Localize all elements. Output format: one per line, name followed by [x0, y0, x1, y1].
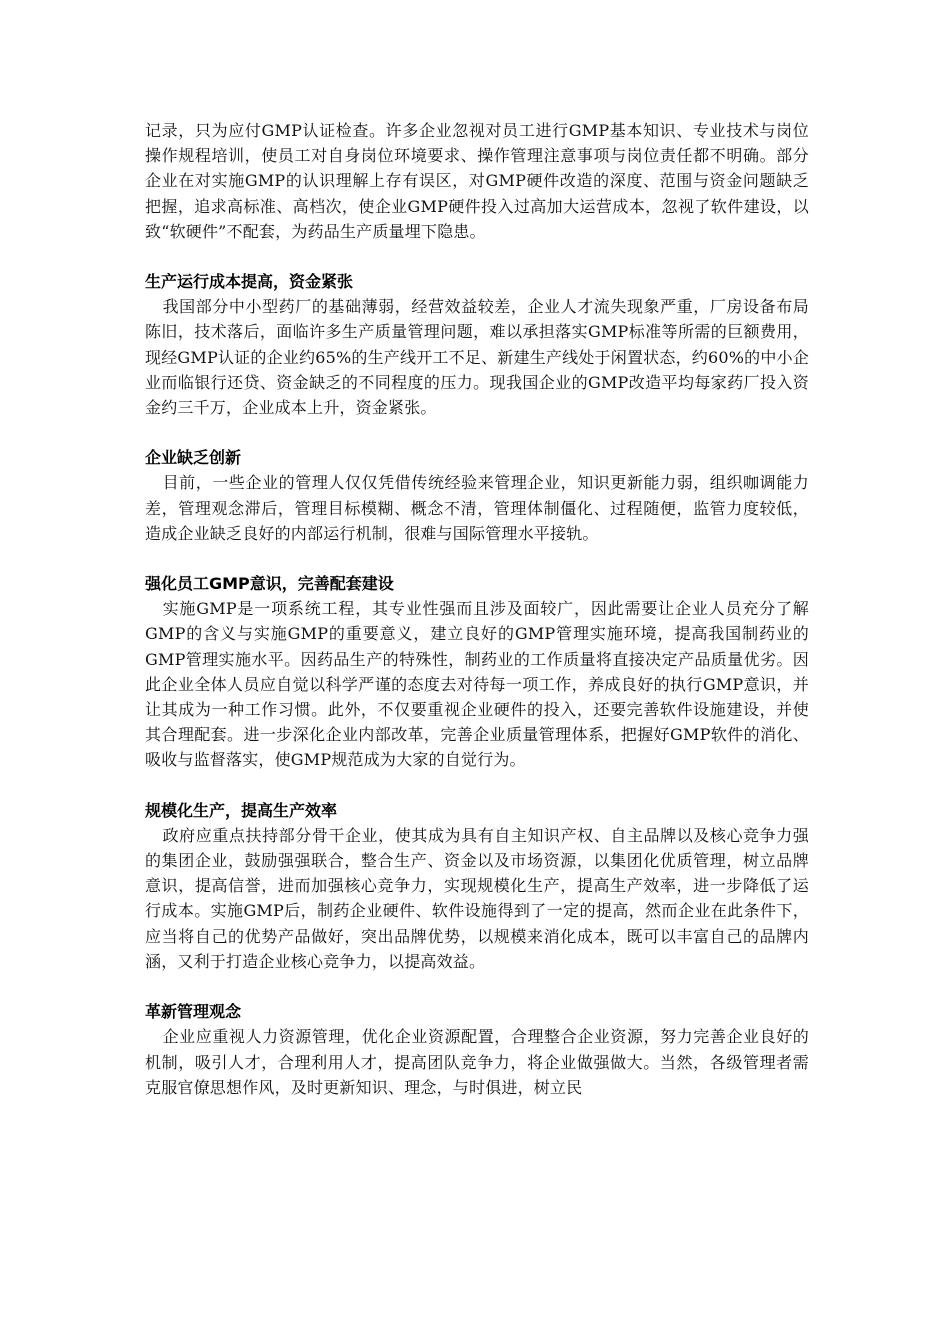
section-gap: [145, 974, 809, 999]
section-management-concepts: [145, 999, 809, 1100]
section-gap: [145, 773, 809, 798]
section-lack-innovation: [145, 445, 809, 546]
intro-paragraph: 记录，只为应付GMP认证检查。许多企业忽视对员工进行GMP基本知识、专业技术与岗位操作规程培训，使员工对自身岗位环境要求、操作管理注意事项与岗位责任都不明确。部分企业在对实施GMP的认识理解上存有误区，对GMP硬件改造的深度、范围与资金问题缺乏把握，追求高标准、高档次，使企业GMP硬件投入过高加大运营成本，忽视了软件建设，以致“软硬件”不配套，为药品生产质量埋下隐患。: [145, 121, 809, 241]
section-gap: [145, 546, 809, 571]
section-heading: 规模化生产，提高生产效率: [145, 800, 338, 820]
section-heading: 生产运行成本提高，资金紧张: [145, 272, 354, 292]
section-paragraph: 政府应重点扶持部分骨干企业，使其成为具有自主知识产权、自主品牌以及核心竞争力强的集团企业，鼓励强强联合，整合生产、资金以及市场资源，以集团化优质管理，树立品牌意识，提高信誉，进而加强核心竞争力，实现规模化生产，提高生产效率，进一步降低了运行成本。实施GMP后，制药企业硬件、软件设施得到了一定的提高，然而企业在此条件下，应当将自己的优势产品做好，突出品牌优势，以规模来消化成本，既可以丰富自己的品牌内涵，又利于打造企业核心竞争力，以提高效益。: [145, 825, 809, 971]
section-paragraph: 目前，一些企业的管理人仅仅凭借传统经验来管理企业，知识更新能力弱，组织咖调能力差，管理观念滞后，管理目标模糊、概念不清，管理体制僵化、过程随便，监管力度较低，造成企业缺乏良好的内部运行机制，很难与国际管理水平接轨。: [145, 473, 809, 543]
section-heading: 强化员工GMP意识，完善配套建设: [145, 574, 394, 594]
section-paragraph: 实施GMP是一项系统工程，其专业性强而且涉及面较广，因此需要让企业人员充分了解GMP的含义与实施GMP的重要意义，建立良好的GMP管理实施环境，提高我国制药业的GMP管理实施水平。因药品生产的特殊性，制药业的工作质量将直接决定产品质量优劣。因此企业全体人员应自觉以科学严谨的态度去对待每一项工作，养成良好的执行GMP意识，并让其成为一种工作习惯。此外，不仅要重视企业硬件的投入，还要完善软件设施建设，并使其合理配套。进一步深化企业内部改革，完善企业质量管理体系，把握好GMP软件的消化、吸收与监督落实，使GMP规范成为大家的自觉行为。: [145, 599, 809, 770]
section-gap: [145, 420, 809, 445]
section-heading: 革新管理观念: [145, 1002, 242, 1022]
section-paragraph: 企业应重视人力资源管理，优化企业资源配置，合理整合企业资源，努力完善企业良好的机制，吸引人才，合理利用人才，提高团队竞争力，将企业做强做大。当然，各级管理者需克服官僚思想作风，及时更新知识、理念，与时俱进，树立民: [145, 1027, 809, 1097]
section-heading: 企业缺乏创新: [145, 448, 242, 468]
section-gmp-awareness: [145, 571, 809, 773]
section-operating-cost: [145, 269, 809, 420]
document-body: [145, 118, 809, 1100]
section-scale-production: [145, 798, 809, 974]
section-paragraph: 我国部分中小型药厂的基础薄弱，经营效益较差，企业人才流失现象严重，厂房设备布局陈旧，技术落后，面临许多生产质量管理问题，难以承担落实GMP标准等所需的巨额费用，现经GMP认证的企业约65%的生产线开工不足、新建生产线处于闲置状态，约60%的中小企业而临银行还贷、资金缺乏的不同程度的压力。现我国企业的GMP改造平均每家药厂投入资金约三千万，企业成本上升，资金紧张。: [145, 297, 809, 418]
section-gap: [145, 244, 809, 269]
